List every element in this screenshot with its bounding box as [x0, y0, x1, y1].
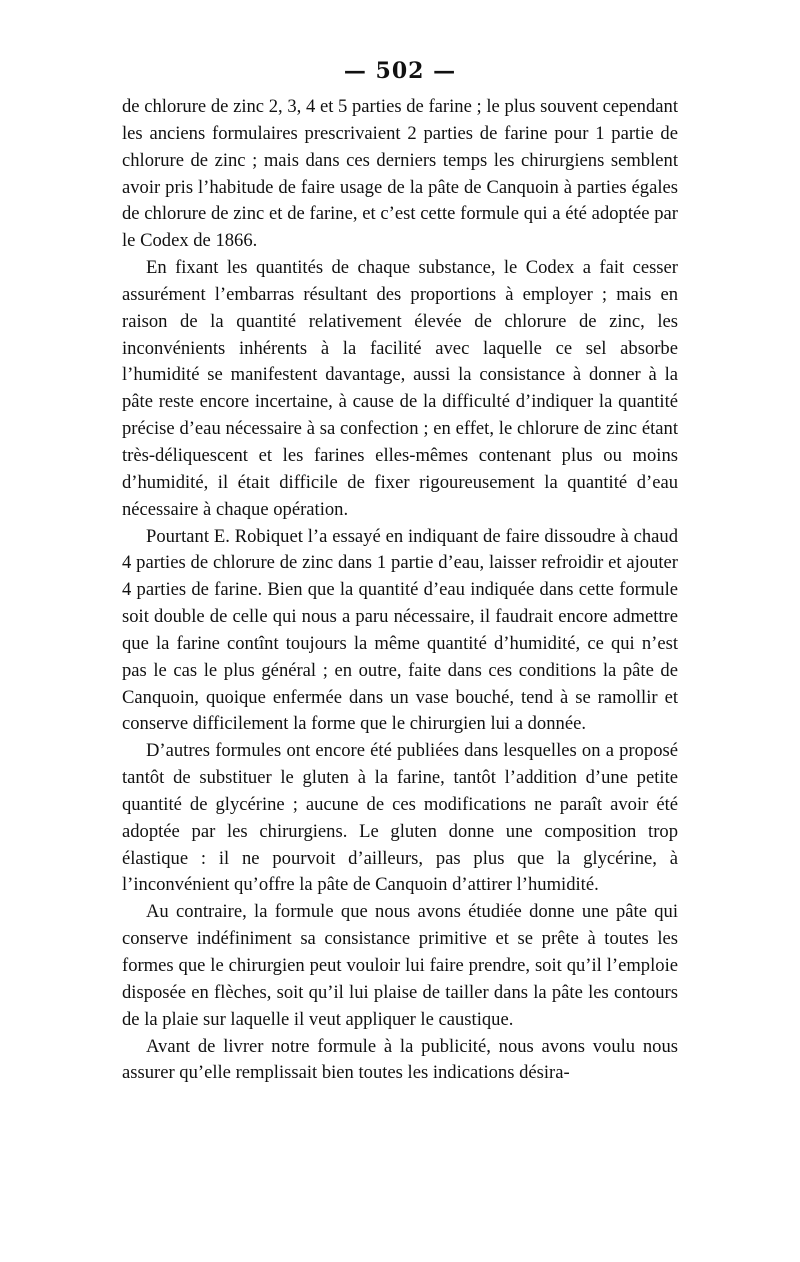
body-text [122, 94, 678, 1087]
paragraph: En fixant les quantités de chaque substance, le Codex a fait cesser assurément l’embarras résultant des proportions à employer ; mais en raison de la quantité relativement élevée de chlorure de zinc, les inconvénients inhérents à la facilité avec laquelle ce sel absorbe l’humidité se manifestent davantage, aussi la consistance à donner à la pâte reste encore incertaine, à cause de la difficulté d’indiquer la quantité précise d’eau nécessaire à sa confection ; en effet, le chlorure de zinc étant très-déliquescent et les farines elles-mêmes contenant plus ou moins d’humidité, il était difficile de fixer rigoureusement la quantité d’eau nécessaire à chaque opération. [122, 257, 678, 520]
paragraph: Au contraire, la formule que nous avons étudiée donne une pâte qui conserve indéfiniment sa consistance primitive et se prête à toutes les formes que le chirurgien peut vouloir lui faire prendre, soit qu’il l’emploie disposée en flèches, soit qu’il lui plaise de tailler dans la pâte les contours de la plaie sur laquelle il veut appliquer le caustique. [122, 901, 678, 1030]
paragraph: D’autres formules ont encore été publiées dans lesquelles on a proposé tantôt de substituer le gluten à la farine, tantôt l’addition d’une petite quantité de glycérine ; aucune de ces modifications ne paraît avoir été adoptée par les chirurgiens. Le gluten donne une composition trop élastique : il ne pourvoit d’ailleurs, pas plus que la glycérine, à l’inconvénient qu’offre la pâte de Canquoin d’attirer l’humidité. [122, 740, 678, 896]
paragraph: Pourtant E. Robiquet l’a essayé en indiquant de faire dissoudre à chaud 4 parties de chlorure de zinc dans 1 partie d’eau, laisser refroidir et ajouter 4 parties de farine. Bien que la quantité d’eau indiquée dans cette formule soit double de celle qui nous a paru nécessaire, il faudrait encore admettre que la farine contînt toujours la même quantité d’humidité, ce qui n’est pas le cas le plus général ; en outre, faite dans ces conditions la pâte de Canquoin, quoique enfermée dans un vase bouché, tend à se ramollir et conserve difficilement la forme que le chirurgien lui a donnée. [122, 525, 678, 735]
paragraph-continued: de chlorure de zinc 2, 3, 4 et 5 parties de farine ; le plus souvent cependant les anciens formulaires prescrivaient 2 parties de farine pour 1 partie de chlorure de zinc ; mais dans ces derniers temps les chirurgiens semblent avoir pris l’habitude de faire usage de la pâte de Canquoin à parties égales de chlorure de zinc et de farine, et c’est cette formule qui a été adoptée par le Codex de 1866. [122, 96, 678, 252]
page-number: — 502 — [343, 58, 457, 84]
paragraph: Avant de livrer notre formule à la publicité, nous avons voulu nous assurer qu’elle remplissait bien toutes les indications désira- [122, 1035, 678, 1084]
